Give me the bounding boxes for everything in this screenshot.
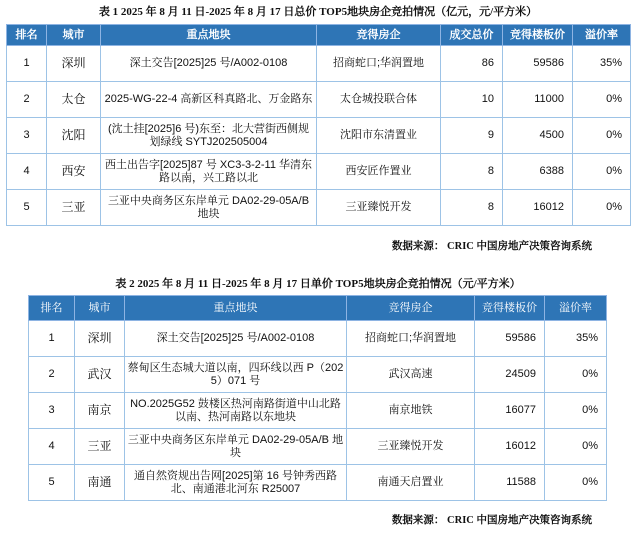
table2-header-premium: 溢价率 <box>545 296 607 321</box>
floor-price-cell: 59586 <box>503 46 573 82</box>
table2-header-rank: 排名 <box>29 296 75 321</box>
rank-cell: 5 <box>29 465 75 501</box>
city-cell: 南通 <box>75 465 125 501</box>
floor-price-cell: 11588 <box>475 465 545 501</box>
rank-cell: 2 <box>29 357 75 393</box>
plot-cell: 三亚中央商务区东岸单元 DA02-29-05A/B 地块 <box>101 190 317 226</box>
rank-cell: 5 <box>7 190 47 226</box>
floor-price-cell: 16012 <box>475 429 545 465</box>
plot-cell: 通自然资规出告网[2025]第 16 号钟秀西路北、南通港北河东 R25007 <box>125 465 347 501</box>
table1-source: 数据来源： CRIC 中国房地产决策咨询系统 <box>391 241 592 252</box>
floor-price-cell: 16012 <box>503 190 573 226</box>
floor-price-cell: 11000 <box>503 82 573 118</box>
table2-header-floor-price: 竞得楼板价 <box>475 296 545 321</box>
table-row <box>7 190 631 226</box>
developer-cell: 沈阳市东清置业 <box>317 118 441 154</box>
developer-cell: 太仓城投联合体 <box>317 82 441 118</box>
total-price-cell: 86 <box>441 46 503 82</box>
plot-cell: 蔡甸区生态城大道以南，四环线以西 P（2025）071 号 <box>125 357 347 393</box>
city-cell: 深圳 <box>75 321 125 357</box>
table1 <box>6 24 631 226</box>
table1-header-row <box>7 25 631 46</box>
floor-price-cell: 16077 <box>475 393 545 429</box>
premium-cell: 0% <box>545 357 607 393</box>
developer-cell: 武汉高速 <box>347 357 475 393</box>
plot-cell: 深土交告[2025]25 号/A002-0108 <box>125 321 347 357</box>
premium-cell: 0% <box>573 190 631 226</box>
plot-cell: 西土出告字[2025]87 号 XC3-3-2-11 华清东路以南，兴工路以北 <box>101 154 317 190</box>
table2-header-row <box>29 296 607 321</box>
city-cell: 南京 <box>75 393 125 429</box>
premium-cell: 0% <box>545 465 607 501</box>
table2-header-developer: 竞得房企 <box>347 296 475 321</box>
premium-cell: 35% <box>573 46 631 82</box>
total-price-cell: 10 <box>441 82 503 118</box>
premium-cell: 0% <box>573 82 631 118</box>
city-cell: 三亚 <box>47 190 101 226</box>
city-cell: 西安 <box>47 154 101 190</box>
rank-cell: 4 <box>29 429 75 465</box>
table1-header-city: 城市 <box>47 25 101 46</box>
rank-cell: 3 <box>7 118 47 154</box>
plot-cell: NO.2025G52 鼓楼区热河南路街道中山北路以南、热河南路以东地块 <box>125 393 347 429</box>
city-cell: 深圳 <box>47 46 101 82</box>
floor-price-cell: 59586 <box>475 321 545 357</box>
floor-price-cell: 4500 <box>503 118 573 154</box>
total-price-cell: 9 <box>441 118 503 154</box>
plot-cell: 2025-WG-22-4 高新区科真路北、万金路东 <box>101 82 317 118</box>
rank-cell: 2 <box>7 82 47 118</box>
table2-caption: 表 2 2025 年 8 月 11 日-2025 年 8 月 17 日单价 TOP5地块房企竞拍情况（元/平方米） <box>115 278 521 290</box>
table-row <box>7 154 631 190</box>
table1-header-floor-price: 竞得楼板价 <box>503 25 573 46</box>
total-price-cell: 8 <box>441 190 503 226</box>
premium-cell: 0% <box>545 429 607 465</box>
floor-price-cell: 24509 <box>475 357 545 393</box>
table-row <box>29 357 607 393</box>
premium-cell: 0% <box>545 393 607 429</box>
developer-cell: 招商蛇口;华润置地 <box>347 321 475 357</box>
rank-cell: 4 <box>7 154 47 190</box>
developer-cell: 西安匠作置业 <box>317 154 441 190</box>
table-row <box>7 46 631 82</box>
premium-cell: 0% <box>573 118 631 154</box>
table1-caption: 表 1 2025 年 8 月 11 日-2025 年 8 月 17 日总价 TOP5地块房企竞拍情况（亿元，元/平方米） <box>98 6 538 18</box>
table1-header-developer: 竞得房企 <box>317 25 441 46</box>
table-row <box>29 429 607 465</box>
developer-cell: 南通天启置业 <box>347 465 475 501</box>
premium-cell: 35% <box>545 321 607 357</box>
table-row <box>29 321 607 357</box>
table2-source: 数据来源： CRIC 中国房地产决策咨询系统 <box>391 515 592 526</box>
city-cell: 沈阳 <box>47 118 101 154</box>
table-row <box>7 82 631 118</box>
table-row <box>7 118 631 154</box>
table2 <box>28 295 607 501</box>
city-cell: 太仓 <box>47 82 101 118</box>
premium-cell: 0% <box>573 154 631 190</box>
city-cell: 武汉 <box>75 357 125 393</box>
table2-header-plot: 重点地块 <box>125 296 347 321</box>
table1-header-rank: 排名 <box>7 25 47 46</box>
table-row <box>29 393 607 429</box>
plot-cell: (沈土挂[2025]6 号)东至：北大营街西侧规划绿线 SYTJ202505004 <box>101 118 317 154</box>
rank-cell: 3 <box>29 393 75 429</box>
developer-cell: 招商蛇口;华润置地 <box>317 46 441 82</box>
total-price-cell: 8 <box>441 154 503 190</box>
table-row <box>29 465 607 501</box>
table2-header-city: 城市 <box>75 296 125 321</box>
city-cell: 三亚 <box>75 429 125 465</box>
rank-cell: 1 <box>29 321 75 357</box>
rank-cell: 1 <box>7 46 47 82</box>
plot-cell: 三亚中央商务区东岸单元 DA02-29-05A/B 地块 <box>125 429 347 465</box>
developer-cell: 南京地铁 <box>347 393 475 429</box>
developer-cell: 三亚臻悦开发 <box>317 190 441 226</box>
plot-cell: 深土交告[2025]25 号/A002-0108 <box>101 46 317 82</box>
floor-price-cell: 6388 <box>503 154 573 190</box>
developer-cell: 三亚臻悦开发 <box>347 429 475 465</box>
table1-header-total-price: 成交总价 <box>441 25 503 46</box>
table1-header-plot: 重点地块 <box>101 25 317 46</box>
table1-header-premium: 溢价率 <box>573 25 631 46</box>
